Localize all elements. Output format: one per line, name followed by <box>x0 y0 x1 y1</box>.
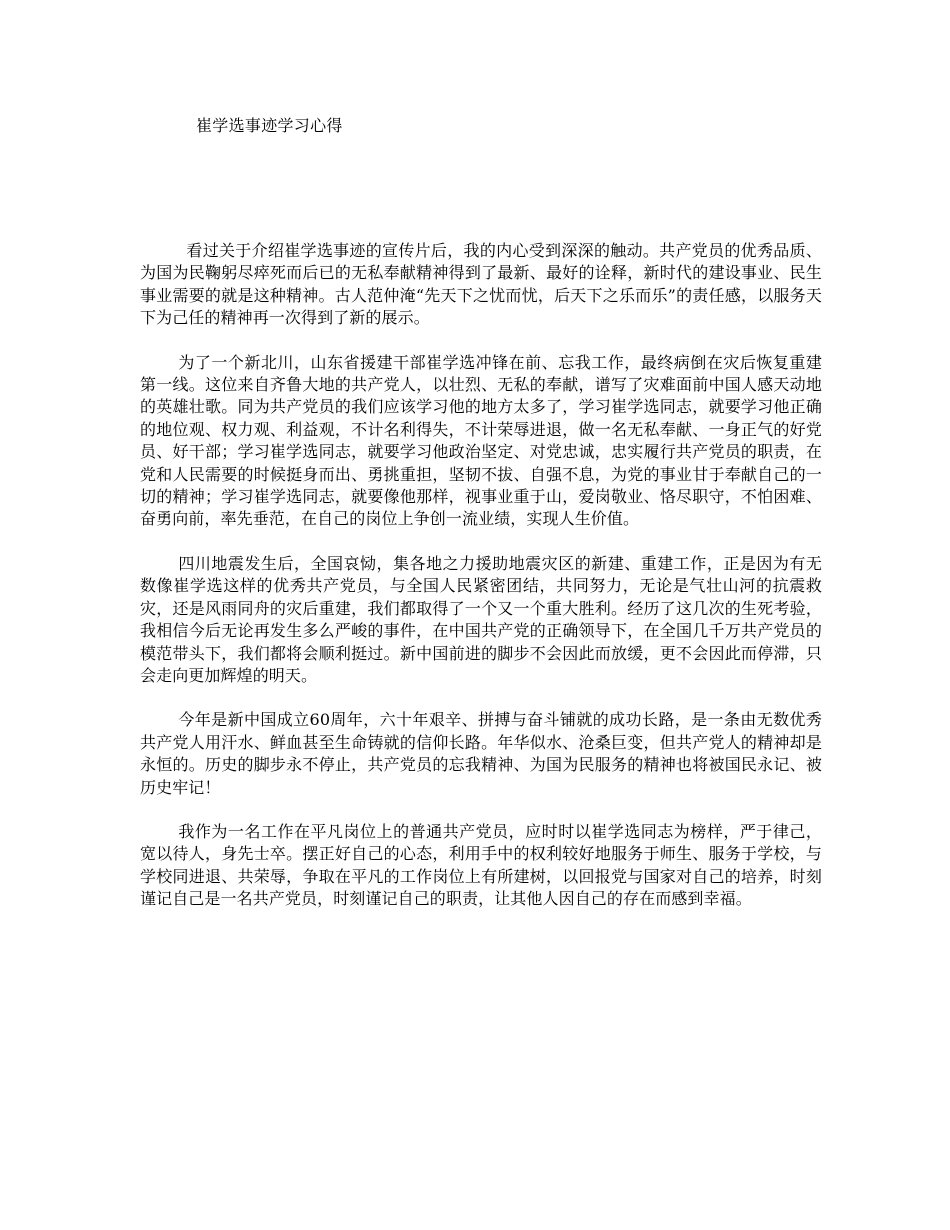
paragraph-5: 我作为一名工作在平凡岗位上的普通共产党员，应时时以崔学选同志为榜样，严于律己，宽以待人，身先士卒。摆正好自己的心态，利用手中的权利较好地服务于师生、服务于学校，与学校同进退、共荣辱，争取在平凡的工作岗位上有所建树，以回报党与国家对自己的培养，时刻谨记自己是一名共产党员，时刻谨记自己的职责，让其他人因自己的存在而感到幸福。 <box>140 821 822 909</box>
document-body <box>140 240 822 933</box>
paragraph-2: 为了一个新北川，山东省援建干部崔学选冲锋在前、忘我工作，最终病倒在灾后恢复重建第一线。这位来自齐鲁大地的共产党人，以壮烈、无私的奉献，谱写了灾难面前中国人感天动地的英雄壮歌。同为共产党员的我们应该学习他的地方太多了，学习崔学选同志，就要学习他正确的地位观、权力观、利益观，不计名利得失，不计荣辱进退，做一名无私奉献、一身正气的好党员、好干部；学习崔学选同志，就要学习他政治坚定、对党忠诚，忠实履行共产党员的职责，在党和人民需要的时候挺身而出、勇挑重担，坚韧不拔、自强不息，为党的事业甘于奉献自己的一切的精神；学习崔学选同志，就要像他那样，视事业重于山，爱岗敬业、恪尽职守，不怕困难、奋勇向前，率先垂范，在自己的岗位上争创一流业绩，实现人生价值。 <box>140 352 822 529</box>
paragraph-3: 四川地震发生后，全国哀恸，集各地之力援助地震灾区的新建、重建工作，正是因为有无数像崔学选这样的优秀共产党员，与全国人民紧密团结，共同努力，无论是气壮山河的抗震救灾，还是风雨同舟的灾后重建，我们都取得了一个又一个重大胜利。经历了这几次的生死考验，我相信今后无论再发生多么严峻的事件，在中国共产党的正确领导下，在全国几千万共产党员的模范带头下，我们都将会顺利挺过。新中国前进的脚步不会因此而放缓，更不会因此而停滞，只会走向更加辉煌的明天。 <box>140 553 822 685</box>
paragraph-1: 看过关于介绍崔学选事迹的宣传片后，我的内心受到深深的触动。共产党员的优秀品质、为国为民鞠躬尽瘁死而后已的无私奉献精神得到了最新、最好的诠释，新时代的建设事业、民生事业需要的就是这种精神。古人范仲淹“先天下之忧而忧，后天下之乐而乐”的责任感，以服务天下为己任的精神再一次得到了新的展示。 <box>140 241 822 328</box>
paragraph-4: 今年是新中国成立60周年，六十年艰辛、拼搏与奋斗铺就的成功长路，是一条由无数优秀共产党人用汗水、鲜血甚至生命铸就的信仰长路。年华似水、沧桑巨变，但共产党人的精神却是永恒的。历史的脚步永不停止，共产党员的忘我精神、为国为民服务的精神也将被国民永记、被历史牢记！ <box>140 710 822 797</box>
document-title: 崔学选事迹学习心得 <box>196 116 343 135</box>
